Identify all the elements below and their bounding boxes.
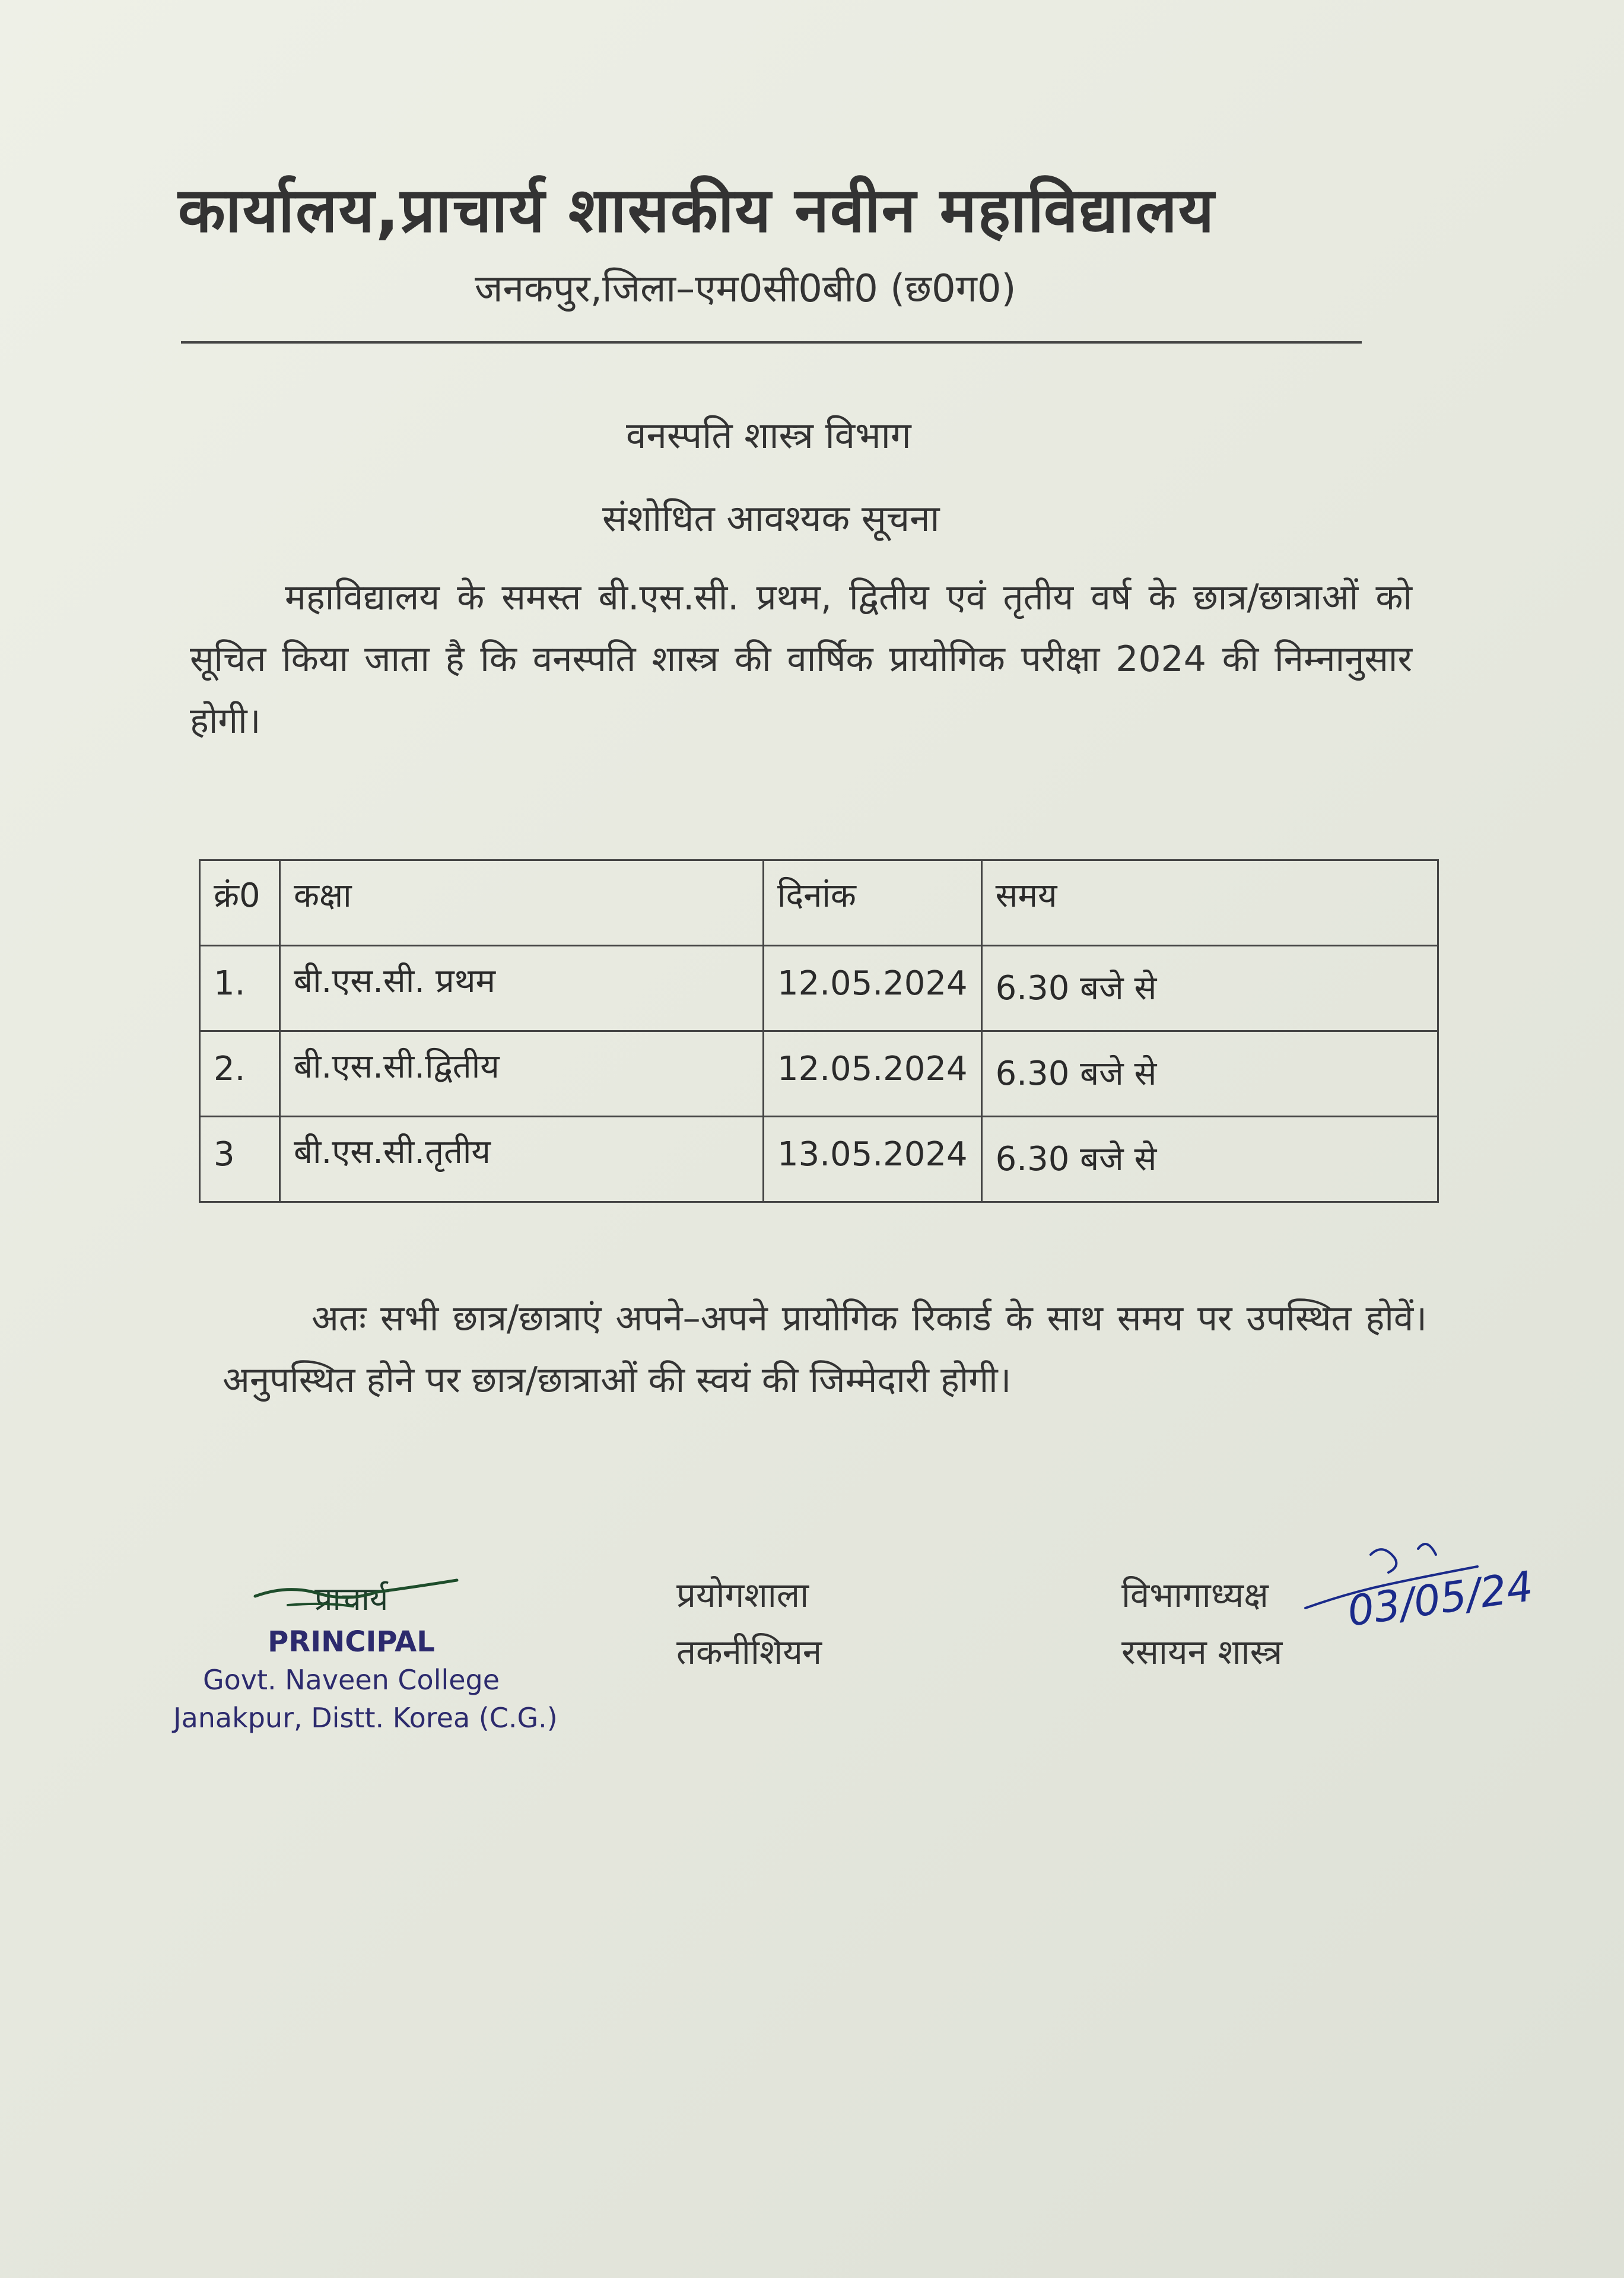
header-class: कक्षा bbox=[280, 860, 764, 946]
exam-schedule-table bbox=[199, 859, 1439, 1203]
principal-signature-scribble-icon bbox=[252, 1575, 466, 1623]
stamp-title: PRINCIPAL bbox=[268, 1625, 435, 1659]
hod-signature-scribble-icon bbox=[1299, 1531, 1549, 1644]
row-sno: 2. bbox=[200, 1031, 280, 1117]
header-sno: क्रं0 bbox=[200, 860, 280, 946]
row-date: 13.05.2024 bbox=[764, 1117, 982, 1202]
row-time: 6.30 बजे से bbox=[981, 946, 1438, 1031]
office-title: कार्यालय,प्राचार्य शासकीय नवीन महाविद्यालय bbox=[178, 174, 1216, 246]
office-address: जनकपुर,जिला–एम0सी0बी0 (छ0ग0) bbox=[475, 267, 1016, 311]
row-sno: 1. bbox=[200, 946, 280, 1031]
principal-stamp bbox=[173, 1623, 558, 1737]
principal-hindi-label: प्राचार्य bbox=[314, 1580, 389, 1618]
intro-paragraph: महाविद्यालय के समस्त बी.एस.सी. प्रथम, द्वितीय एवं तृतीय वर्ष के छात्र/छात्राओं को सूचित किया जाता है कि वनस्पति शास्त्र की वार्षिक प्रायोगिक परीक्षा 2024 की निम्नानुसार होगी। bbox=[190, 577, 1412, 742]
row-class: बी.एस.सी.द्वितीय bbox=[280, 1031, 764, 1117]
stamp-college: Govt. Naveen College bbox=[202, 1664, 500, 1696]
row-class: बी.एस.सी. प्रथम bbox=[280, 946, 764, 1031]
header-time: समय bbox=[981, 860, 1438, 946]
row-time: 6.30 बजे से bbox=[981, 1031, 1438, 1117]
stamp-location: Janakpur, Distt. Korea (C.G.) bbox=[173, 1702, 558, 1734]
row-date: 12.05.2024 bbox=[764, 1031, 982, 1117]
hod-handwritten-date: 03/05/24 bbox=[1344, 1561, 1536, 1636]
table-row bbox=[200, 946, 1438, 1031]
notice-heading: संशोधित आवश्यक सूचना bbox=[602, 497, 940, 540]
lab-label-line1: प्रयोगशाला bbox=[676, 1575, 809, 1615]
hod-signature-block bbox=[1121, 1567, 1282, 1680]
hod-label-line1: विभागाध्यक्ष bbox=[1121, 1575, 1269, 1615]
lab-label-line2: तकनीशियन bbox=[676, 1632, 822, 1672]
row-date: 12.05.2024 bbox=[764, 946, 982, 1031]
department-name: वनस्पति शास्त्र विभाग bbox=[626, 414, 911, 457]
table-header-row bbox=[200, 860, 1438, 946]
header-divider bbox=[181, 341, 1362, 344]
hod-label-line2: रसायन शास्त्र bbox=[1121, 1632, 1283, 1672]
header-date: दिनांक bbox=[764, 860, 982, 946]
lab-technician-block bbox=[676, 1567, 822, 1680]
row-time: 6.30 बजे से bbox=[981, 1117, 1438, 1202]
row-sno: 3 bbox=[200, 1117, 280, 1202]
closing-paragraph: अतः सभी छात्र/छात्राएं अपने–अपने प्रायोगिक रिकार्ड के साथ समय पर उपस्थित होवें। अनुपस्थित होने पर छात्र/छात्राओं की स्वयं की जिम्मेदारी होगी। bbox=[223, 1298, 1427, 1401]
table-row bbox=[200, 1031, 1438, 1117]
table-row bbox=[200, 1117, 1438, 1202]
row-class: बी.एस.सी.तृतीय bbox=[280, 1117, 764, 1202]
